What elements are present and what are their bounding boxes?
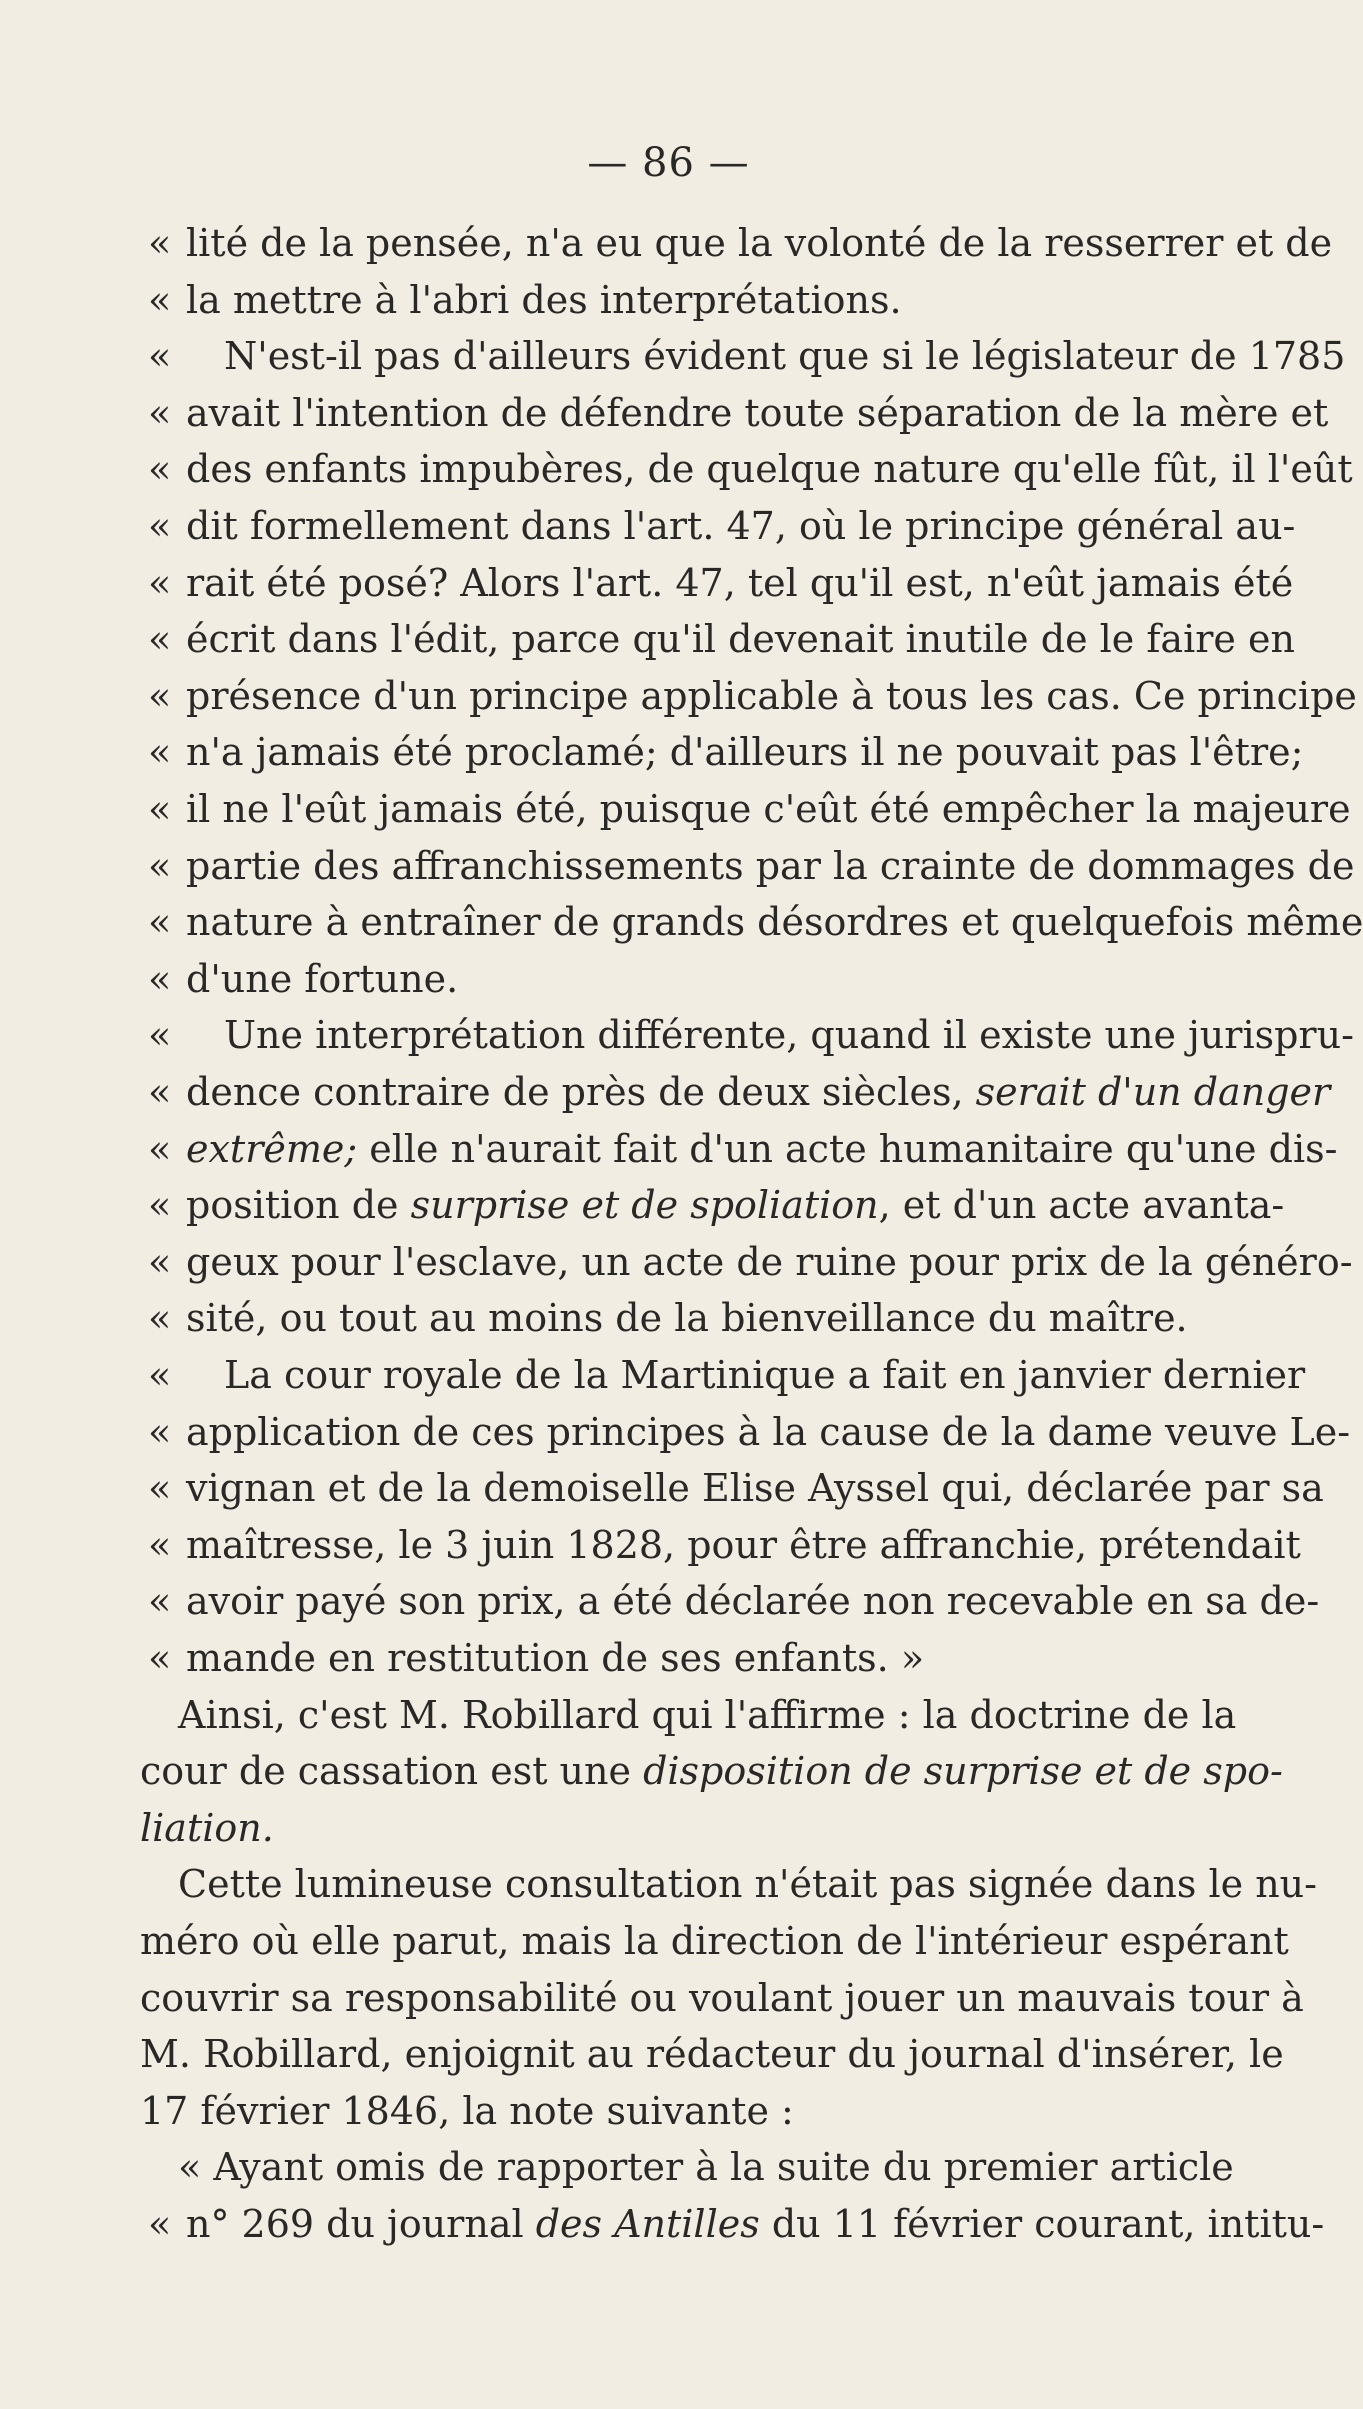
text-run: avait l'intention de défendre toute séparation de la mère et	[186, 390, 1329, 435]
quote-mark: «	[148, 221, 172, 265]
quote-mark: «	[148, 1522, 172, 1567]
quote-mark: «	[148, 1579, 172, 1624]
text-run: lité de la pensée, n'a eu que la volonté de la resserrer et de	[186, 221, 1333, 265]
text-line	[148, 1121, 1338, 1177]
quote-mark: «	[148, 277, 172, 322]
text-run: d'une fortune.	[186, 956, 459, 1001]
text-run: elle n'aurait fait d'un acte humanitaire qu'une dis-	[357, 1126, 1338, 1171]
quote-mark: «	[148, 1636, 172, 1680]
text-line	[148, 781, 1351, 837]
text-run: geux pour l'esclave, un acte de ruine pour prix de la généro-	[186, 1239, 1353, 1284]
text-run: , et d'un acte avanta-	[878, 1183, 1285, 1228]
quote-mark: «	[148, 730, 172, 775]
text-line	[148, 555, 1294, 611]
text-run: position de	[186, 1183, 411, 1228]
text-run: N'est-il pas d'ailleurs évident que si le législateur de 1785	[224, 334, 1346, 379]
text-line	[148, 611, 1295, 667]
text-run: rait été posé? Alors l'art. 47, tel qu'il est, n'eût jamais été	[186, 560, 1294, 605]
text-run: cour de cassation est une	[140, 1749, 644, 1794]
text-run: sité, ou tout au moins de la bienveillance du maître.	[186, 1296, 1188, 1341]
quote-mark: «	[148, 390, 172, 435]
quote-mark: «	[148, 560, 172, 605]
text-line	[140, 1856, 1317, 1912]
quote-mark: «	[148, 900, 172, 945]
italic-text: extrême;	[186, 1126, 358, 1171]
text-line	[148, 328, 1346, 384]
text-line	[148, 1630, 1287, 1686]
text-line	[148, 1347, 1306, 1403]
page-number: — 86 —	[587, 140, 750, 186]
text-line	[148, 2196, 1325, 2252]
text-run: application de ces principes à la cause de la dame veuve Le-	[186, 1409, 1351, 1454]
quote-mark: «	[148, 1239, 172, 1284]
text-line	[148, 724, 1304, 780]
text-line	[148, 441, 1353, 497]
text-run: nature à entraîner de grands désordres et quelquefois même	[186, 900, 1363, 945]
quote-mark: «	[148, 1296, 172, 1341]
quote-mark: «	[148, 617, 172, 662]
text-run: il ne l'eût jamais été, puisque c'eût été empêcher la majeure	[186, 787, 1351, 831]
italic-text: surprise et de spoliation	[410, 1183, 879, 1228]
text-run: 17 février 1846, la note suivante :	[140, 2088, 794, 2133]
text-run: n° 269 du journal	[186, 2202, 536, 2246]
text-line	[148, 894, 1363, 950]
quote-mark: «	[148, 1409, 172, 1454]
quote-mark: «	[148, 1353, 172, 1397]
text-run: vignan et de la demoiselle Elise Ayssel qui, déclarée par sa	[186, 1466, 1324, 1511]
text-line	[148, 1177, 1287, 1233]
text-line	[140, 1743, 1287, 1799]
text-run: partie des affranchissements par la crainte de dommages de	[186, 843, 1355, 888]
quote-mark: «	[148, 843, 172, 888]
quote-mark: «	[148, 1070, 172, 1114]
quote-mark: «	[148, 673, 172, 718]
text-line	[148, 1460, 1324, 1516]
quote-mark: «	[148, 1183, 172, 1228]
text-run: dence contraire de près de deux siècles,	[186, 1070, 976, 1114]
text-run: Une interprétation différente, quand il existe une jurispru-	[224, 1013, 1354, 1058]
text-run: mande en restitution de ses enfants. »	[186, 1636, 925, 1680]
text-line	[148, 1007, 1354, 1063]
text-run: dit formellement dans l'art. 47, où le principe général au-	[186, 504, 1296, 548]
text-line	[140, 1800, 1287, 1856]
text-run: méro où elle parut, mais la direction de l'intérieur espérant	[140, 1919, 1289, 1963]
text-line	[148, 1573, 1320, 1629]
text-run: du 11 février courant, intitu-	[759, 2202, 1325, 2246]
text-run: couvrir sa responsabilité ou voulant jouer un mauvais tour à	[140, 1975, 1304, 2020]
quote-mark: «	[148, 2202, 172, 2246]
text-line	[148, 1234, 1353, 1290]
text-line	[140, 1687, 1287, 1743]
quote-mark: «	[148, 787, 172, 831]
text-run: écrit dans l'édit, parce qu'il devenait inutile de le faire en	[186, 617, 1295, 662]
text-line	[148, 1064, 1331, 1120]
italic-text: liation.	[140, 1805, 274, 1850]
text-run: M. Robillard, enjoignit au rédacteur du journal d'insérer, le	[140, 2032, 1284, 2077]
text-line	[148, 1290, 1287, 1346]
text-line	[140, 1970, 1304, 2026]
text-run: Ainsi, c'est M. Robillard qui l'affirme : la doctrine de la	[178, 1692, 1237, 1737]
text-line	[148, 668, 1357, 724]
text-run: La cour royale de la Martinique a fait en janvier dernier	[224, 1353, 1306, 1397]
text-line	[148, 272, 1287, 328]
quote-mark: «	[148, 956, 172, 1001]
text-line	[148, 215, 1333, 271]
text-line	[140, 2083, 1287, 2139]
text-line	[148, 498, 1296, 554]
italic-text: serait d'un danger	[975, 1070, 1331, 1114]
text-line	[148, 1404, 1351, 1460]
text-run: Cette lumineuse consultation n'était pas signée dans le nu-	[178, 1862, 1317, 1907]
text-line	[140, 2026, 1287, 2082]
text-line	[148, 1517, 1301, 1573]
text-run: maîtresse, le 3 juin 1828, pour être affranchie, prétendait	[186, 1522, 1301, 1567]
text-line	[148, 385, 1329, 441]
italic-text: des Antilles	[535, 2202, 760, 2246]
text-line	[148, 951, 1287, 1007]
text-run: des enfants impubères, de quelque nature qu'elle fût, il l'eût	[186, 447, 1353, 492]
text-run: la mettre à l'abri des interprétations.	[186, 277, 902, 322]
text-run: n'a jamais été proclamé; d'ailleurs il ne pouvait pas l'être;	[186, 730, 1304, 775]
quote-mark: «	[148, 504, 172, 548]
text-run: « Ayant omis de rapporter à la suite du premier article	[178, 2145, 1234, 2190]
quote-mark: «	[148, 1013, 172, 1058]
italic-text: disposition de surprise et de spo-	[643, 1749, 1283, 1794]
text-run: avoir payé son prix, a été déclarée non recevable en sa de-	[186, 1579, 1320, 1624]
quote-mark: «	[148, 334, 172, 379]
quote-mark: «	[148, 1466, 172, 1511]
quote-mark: «	[148, 447, 172, 492]
text-line	[148, 838, 1355, 894]
quote-mark: «	[148, 1126, 172, 1171]
text-line	[140, 2139, 1287, 2195]
text-run: présence d'un principe applicable à tous les cas. Ce principe	[186, 673, 1357, 718]
text-line	[140, 1913, 1287, 1969]
